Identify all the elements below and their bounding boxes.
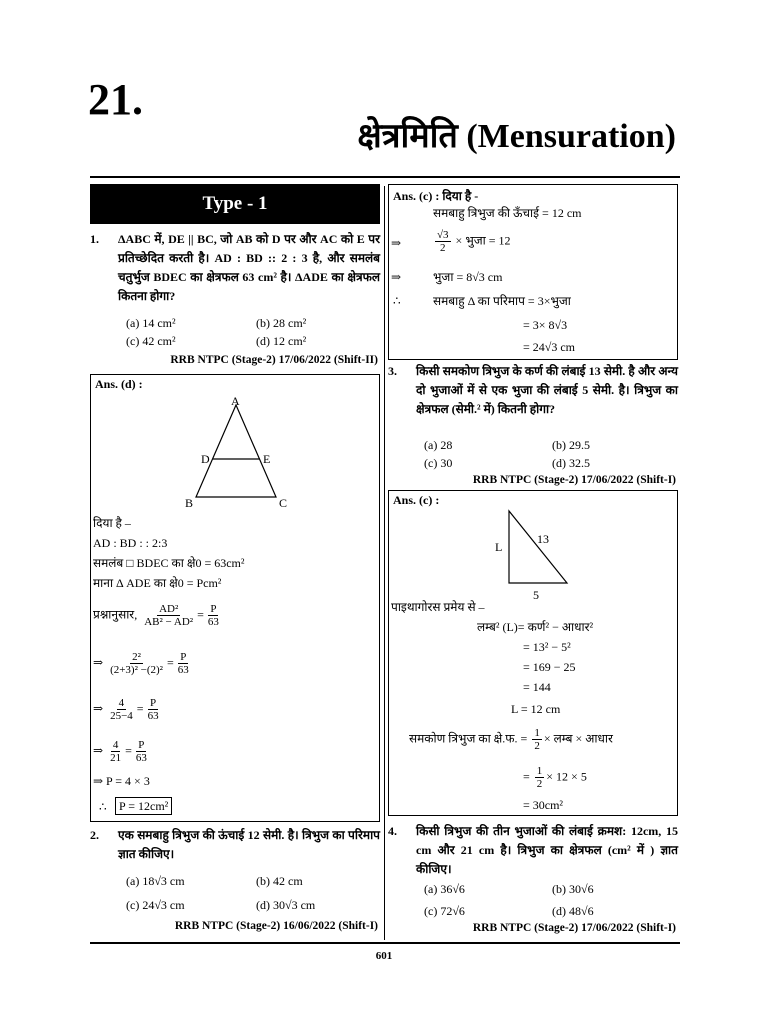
footer-rule	[90, 942, 680, 944]
numerator: P	[180, 651, 187, 663]
implies-symbol: ⇒	[93, 701, 104, 716]
area-rest: × लम्ब × आधार	[543, 731, 613, 746]
implies-symbol: ⇒	[391, 270, 402, 284]
question-3-options	[388, 436, 678, 472]
question-4-options	[388, 880, 678, 920]
fraction	[176, 651, 191, 676]
question-text: एक समबाहु त्रिभुज की ऊंचाई 12 सेमी. है। त्रिभुज का परिमाप ज्ञात कीजिए।	[118, 828, 380, 861]
fraction	[532, 727, 542, 752]
step-prefix: प्रश्नानुसार,	[93, 607, 138, 622]
implies-symbol: ⇒	[93, 655, 104, 670]
denominator: 63	[177, 664, 189, 676]
equation-line	[433, 229, 511, 254]
denominator: 63	[207, 616, 219, 628]
step-2: ⇒ $\frac{\text{2²}}{\text{(2+3)² −(2)²}}$ = $\frac{P}{63}$	[93, 651, 189, 676]
step-4: ⇒ $\frac{4}{21}$ = $\frac{P}{63}$	[93, 739, 147, 764]
right-triangle-figure	[493, 507, 583, 603]
question-2	[90, 826, 380, 866]
implies-symbol: ⇒	[93, 743, 104, 758]
numerator: P	[138, 739, 145, 751]
option-a: (a) 18√3 cm	[126, 874, 185, 888]
side-line: भुजा = 8√3 cm	[433, 270, 503, 284]
pythagoras-step-2: = 169 − 25	[523, 660, 576, 674]
option-b: (b) 42 cm	[256, 874, 303, 888]
numerator: 1	[534, 727, 540, 739]
right-triangle	[509, 511, 567, 583]
question-3	[388, 362, 678, 436]
therefore-symbol: ∴	[99, 800, 107, 814]
pythagoras-step-3: = 144	[523, 680, 551, 694]
vertex-c: C	[279, 496, 288, 510]
triangle-abc	[196, 405, 276, 497]
option-a: (a) 28	[424, 438, 453, 452]
question-2-options	[90, 872, 380, 916]
vertex-b: B	[185, 496, 194, 510]
numerator: AD²	[159, 603, 179, 615]
page-number: 601	[375, 950, 393, 962]
type-heading: Type - 1	[90, 184, 380, 224]
question-1-source: RRB NTPC (Stage-2) 17/06/2022 (Shift-II)	[170, 354, 378, 366]
option-b: (b) 30√6	[552, 882, 594, 896]
chapter-title: क्षेत्रमिति (Mensuration)	[357, 118, 676, 155]
step-1: प्रश्नानुसार, $\frac{\text{AD²}}{\text{AB² − AD²}}$ = $\frac{P}{63}$	[93, 603, 219, 628]
answer-label: Ans. (c) :	[393, 493, 440, 507]
question-4	[388, 822, 678, 878]
final-answer: P = 12cm²	[115, 797, 172, 815]
area-formula	[409, 727, 613, 752]
assume-line: माना Δ ADE का क्षे0 = Pcm²	[93, 576, 222, 590]
question-number: 3.	[388, 364, 397, 378]
numerator: 4	[118, 697, 125, 709]
chapter-number: 21.	[88, 75, 143, 124]
fraction	[206, 603, 221, 628]
fraction	[134, 739, 149, 764]
side-label-l: L	[495, 540, 503, 554]
denominator: 25−4	[110, 710, 133, 722]
option-c: (c) 72√6	[424, 904, 465, 918]
pythagoras-heading: पाइथागोरस प्रमेय से –	[391, 600, 485, 614]
equals-symbol: =	[523, 769, 530, 784]
fraction	[146, 697, 161, 722]
denominator: 2	[536, 778, 543, 790]
fraction	[535, 765, 545, 790]
height-line: समबाहु त्रिभुज की ऊँचाई = 12 cm	[433, 206, 582, 220]
option-d: (d) 30√3 cm	[256, 898, 316, 912]
trapezium-area-line: समलंब □ BDEC का क्षे0 = 63cm²	[93, 556, 245, 570]
fraction	[142, 603, 195, 628]
question-text: ΔABC में, DE || BC, जो AB को D पर और AC को E पर प्रतिच्छेदित करती है। AD : BD :: 2 : 3 है, और समलंब चतुर्भुज BDEC का क्षेत्रफल 63 cm² है। ΔADE का क्षेत्रफल कितना होगा?	[118, 232, 380, 303]
area-result: = 30cm²	[523, 798, 564, 812]
header-rule	[90, 176, 680, 178]
fraction	[108, 651, 165, 676]
fraction	[108, 697, 135, 722]
question-text: किसी समकोण त्रिभुज के कर्ण की लंबाई 13 सेमी. है और अन्य दो भुजाओं में से एक भुजा की लंबाई 5 सेमी. है। त्रिभुज का क्षेत्रफल (सेमी.² में) कितनी होगा?	[416, 364, 678, 416]
question-3-source: RRB NTPC (Stage-2) 17/06/2022 (Shift-I)	[472, 474, 676, 486]
step-3: ⇒ $\frac{4}{25-4}$ = $\frac{P}{63}$	[93, 697, 159, 722]
denominator: 63	[147, 710, 159, 722]
answer-2-box	[388, 184, 678, 360]
equation-rest: × भुजा = 12	[455, 233, 511, 248]
option-c: (c) 30	[424, 456, 453, 470]
option-a: (a) 14 cm²	[126, 316, 176, 330]
step-5: ⇒ P = 4 × 3	[93, 774, 150, 788]
pythagoras-formula: लम्ब² (L)= कर्ण² − आधार²	[477, 620, 594, 634]
therefore-symbol: ∴	[393, 294, 401, 308]
hypotenuse-label: 13	[537, 532, 549, 546]
option-a: (a) 36√6	[424, 882, 465, 896]
pythagoras-step-1: = 13² − 5²	[523, 640, 571, 654]
question-number: 2.	[90, 828, 99, 842]
numerator: 1	[536, 765, 543, 777]
triangle-figure	[181, 393, 291, 513]
option-b: (b) 29.5	[552, 438, 590, 452]
denominator: 2	[440, 242, 446, 254]
numerator: 2²	[132, 651, 141, 663]
denominator: 2	[534, 740, 540, 752]
question-1	[90, 230, 380, 310]
ratio-line: AD : BD : : 2:3	[93, 536, 168, 550]
option-d: (d) 32.5	[552, 456, 590, 470]
denominator: AB² − AD²	[144, 616, 194, 628]
area-prefix: समकोण त्रिभुज का क्षे.फ. =	[409, 731, 528, 746]
answer-label: Ans. (d) :	[95, 377, 143, 391]
question-1-options	[90, 314, 380, 350]
numerator: √3	[437, 229, 449, 241]
column-divider	[384, 186, 385, 940]
answer-label: Ans. (c) : दिया है -	[393, 189, 479, 203]
question-number: 4.	[388, 824, 397, 838]
vertex-a: A	[231, 394, 240, 408]
perimeter-line: समबाहु Δ का परिमाप = 3×भुजा	[433, 294, 571, 308]
fraction	[435, 229, 451, 254]
given-label: दिया है –	[93, 516, 131, 530]
option-b: (b) 28 cm²	[256, 316, 307, 330]
perimeter-step: = 3× 8√3	[523, 318, 568, 332]
option-c: (c) 42 cm²	[126, 334, 176, 348]
numerator: 4	[112, 739, 119, 751]
vertex-e: E	[263, 452, 271, 466]
area-step-rest: × 12 × 5	[546, 769, 587, 784]
numerator: P	[150, 697, 157, 709]
vertex-d: D	[201, 452, 210, 466]
denominator: (2+3)² −(2)²	[110, 664, 163, 676]
base-label: 5	[533, 588, 539, 602]
answer-3-box	[388, 490, 678, 816]
question-text: किसी त्रिभुज की तीन भुजाओं की लंबाई क्रमश: 12cm, 15 cm और 21 cm है। त्रिभुज का क्षेत्रफल (cm² में ) ज्ञात कीजिए।	[416, 824, 678, 876]
denominator: 63	[135, 752, 147, 764]
height-result: L = 12 cm	[511, 702, 561, 716]
implies-symbol: ⇒	[391, 236, 402, 250]
question-number: 1.	[90, 232, 99, 246]
option-d: (d) 12 cm²	[256, 334, 307, 348]
numerator: P	[210, 603, 217, 615]
denominator: 21	[110, 752, 122, 764]
option-d: (d) 48√6	[552, 904, 594, 918]
perimeter-result: = 24√3 cm	[523, 340, 576, 354]
option-c: (c) 24√3 cm	[126, 898, 185, 912]
question-2-source: RRB NTPC (Stage-2) 16/06/2022 (Shift-I)	[174, 920, 378, 932]
question-4-source: RRB NTPC (Stage-2) 17/06/2022 (Shift-I)	[472, 922, 676, 934]
fraction	[108, 739, 123, 764]
answer-1-box	[90, 374, 380, 822]
area-step	[523, 765, 587, 790]
